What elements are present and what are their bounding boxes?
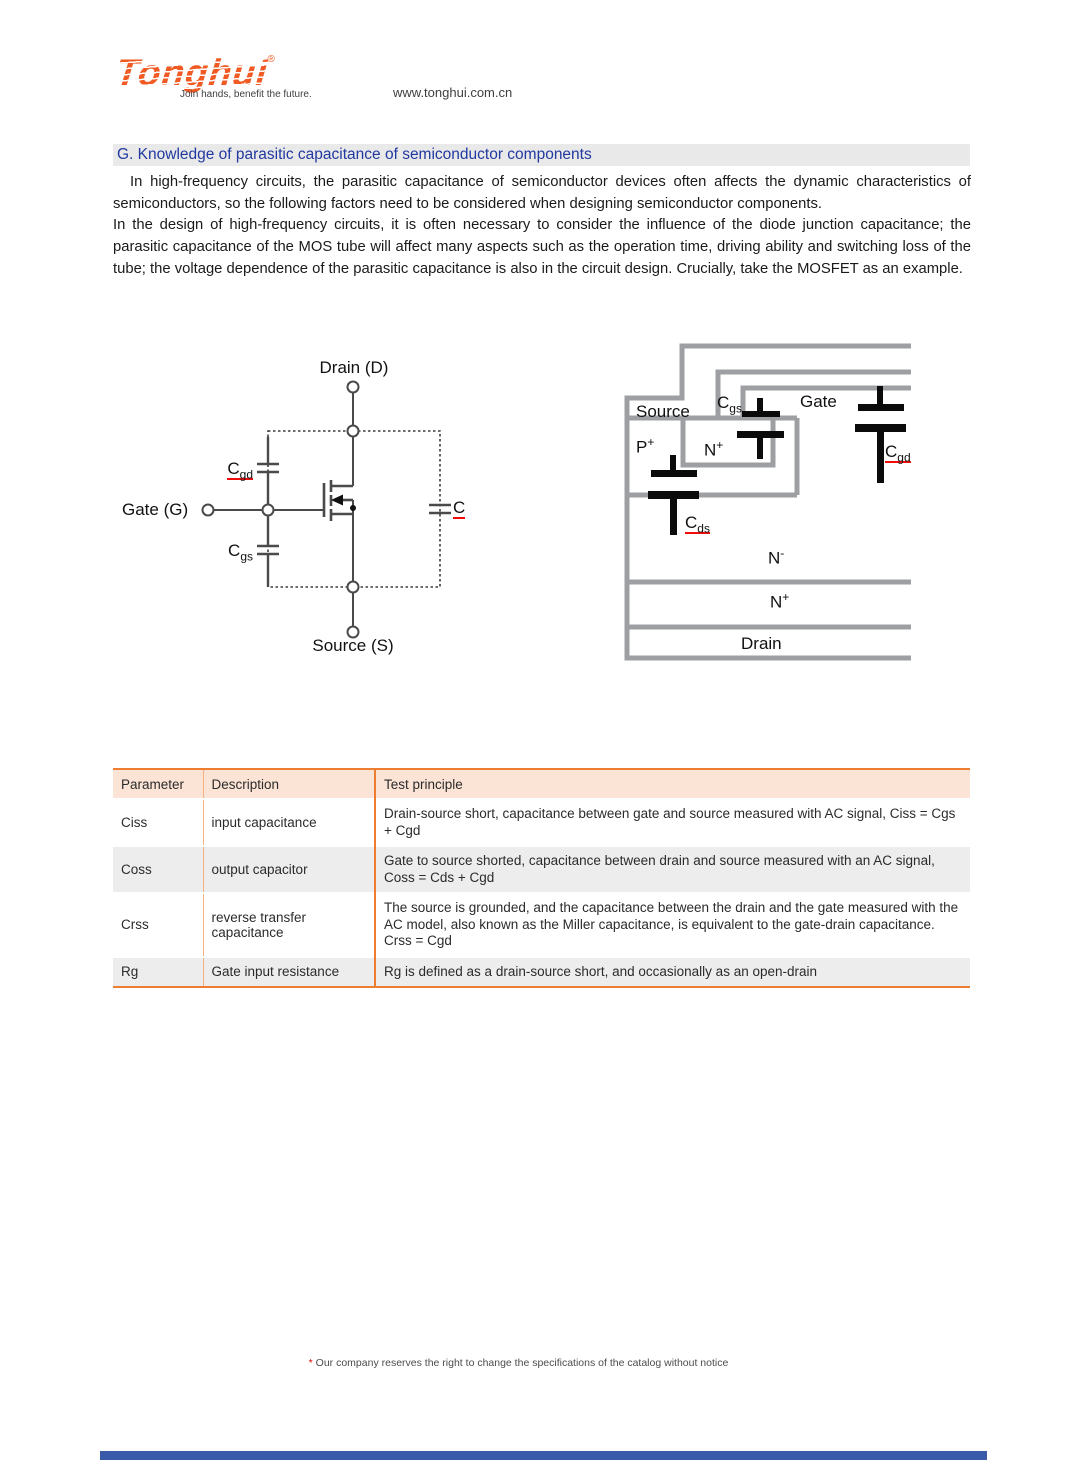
xs-cgs-label: $C_{gs}$ xyxy=(717,393,742,416)
mosfet-cross-section-diagram xyxy=(615,335,997,681)
xs-n-minus-label: N- xyxy=(768,546,785,568)
xs-p-plus-label: P+ xyxy=(636,435,655,457)
cell-description: reverse transfer capacitance xyxy=(203,893,375,957)
xs-source-label: Source xyxy=(636,402,690,421)
xs-cgd-label: $C_{gd}$ xyxy=(885,442,911,465)
cell-description: output capacitor xyxy=(203,846,375,893)
cell-principle: Drain-source short, capacitance between gate and source measured with AC signal, Ciss = Cgs + Cgd xyxy=(375,799,970,846)
drain-node xyxy=(348,426,359,437)
brand-logo-text: Tonghui xyxy=(113,52,270,93)
cgs-label: $C_{gs}$ xyxy=(228,541,253,564)
brand-tagline: Join hands, benefit the future. xyxy=(180,89,312,100)
footnote xyxy=(0,1357,1037,1369)
cgd-label: $C_{gd}$ xyxy=(227,459,253,482)
drain-terminal-label: Drain (D) xyxy=(319,358,389,377)
cell-parameter: Coss xyxy=(113,846,203,893)
header-parameter: Parameter xyxy=(113,769,203,799)
paragraph-1: In high-frequency circuits, the parasitic capacitance of semiconductor devices often affects the dynamic characteristics of semiconductors, so the following factors need to be considered when designing semiconductor components. xyxy=(113,174,971,212)
website-url: www.tonghui.com.cn xyxy=(393,85,513,100)
table-row xyxy=(113,957,970,988)
footnote-asterisk: * xyxy=(308,1357,313,1369)
xs-n-plus-layer-label: N+ xyxy=(770,590,790,612)
paragraph-2: In the design of high-frequency circuits, it is often necessary to consider the influence of the diode junction capacitance; the parasitic capacitance of the MOS tube will affect many aspects such as the operation time, driving ability and switching loss of the tube; the voltage dependence of the parasitic capacitance is also in the circuit design. Crucially, take the MOSFET as an example. xyxy=(113,217,971,277)
header-description: Description xyxy=(203,769,375,799)
mosfet-arrow xyxy=(331,495,343,506)
source-metal-outline xyxy=(627,346,911,658)
source-node xyxy=(348,582,359,593)
gate-node xyxy=(263,505,274,516)
cell-description: Gate input resistance xyxy=(203,957,375,988)
cell-principle: Gate to source shorted, capacitance between drain and source measured with an AC signal, Coss = Cds + Cgd xyxy=(375,846,970,893)
section-heading: G. Knowledge of parasitic capacitance of semiconductor components xyxy=(113,144,970,166)
cell-description: input capacitance xyxy=(203,799,375,846)
body-text xyxy=(113,172,971,281)
cell-parameter: Rg xyxy=(113,957,203,988)
table-row xyxy=(113,846,970,893)
capacitor-cgd-glyph xyxy=(855,386,906,483)
xs-drain-label: Drain xyxy=(741,634,782,653)
footnote-text: Our company reserves the right to change the specifications of the catalog without notice xyxy=(312,1357,729,1369)
tonghui-logo xyxy=(113,52,312,100)
registered-mark: ® xyxy=(267,54,275,65)
capacitor-cgd-symbol xyxy=(257,437,279,505)
cell-principle: The source is grounded, and the capacitance between the drain and the gate measured with the AC model, also known as the Miller capacitance, is equivalent to the gate-drain capacitance. Crss = Cgd xyxy=(375,893,970,957)
table-row xyxy=(113,893,970,957)
cell-parameter: Ciss xyxy=(113,799,203,846)
table-row xyxy=(113,799,970,846)
parameter-table xyxy=(113,768,970,988)
xs-gate-label: Gate xyxy=(800,392,837,411)
mosfet-cross-section-svg xyxy=(615,335,997,681)
cell-principle: Rg is defined as a drain-source short, and occasionally as an open-drain xyxy=(375,957,970,988)
gate-terminal-label: Gate (G) xyxy=(122,500,189,519)
xs-cds-label: $C_{ds}$ xyxy=(685,513,710,536)
mosfet-schematic-diagram xyxy=(120,356,512,668)
footer-blue-bar xyxy=(100,1451,987,1460)
xs-n-plus-source-label: N+ xyxy=(704,438,724,460)
source-terminal-label: Source (S) xyxy=(312,636,394,655)
drain-terminal xyxy=(348,382,359,393)
cell-parameter: Crss xyxy=(113,893,203,957)
junction-dot xyxy=(350,505,356,511)
gate-terminal xyxy=(203,505,214,516)
c-label: C xyxy=(453,498,466,517)
header-test-principle: Test principle xyxy=(375,769,970,799)
table-header-row xyxy=(113,769,970,799)
